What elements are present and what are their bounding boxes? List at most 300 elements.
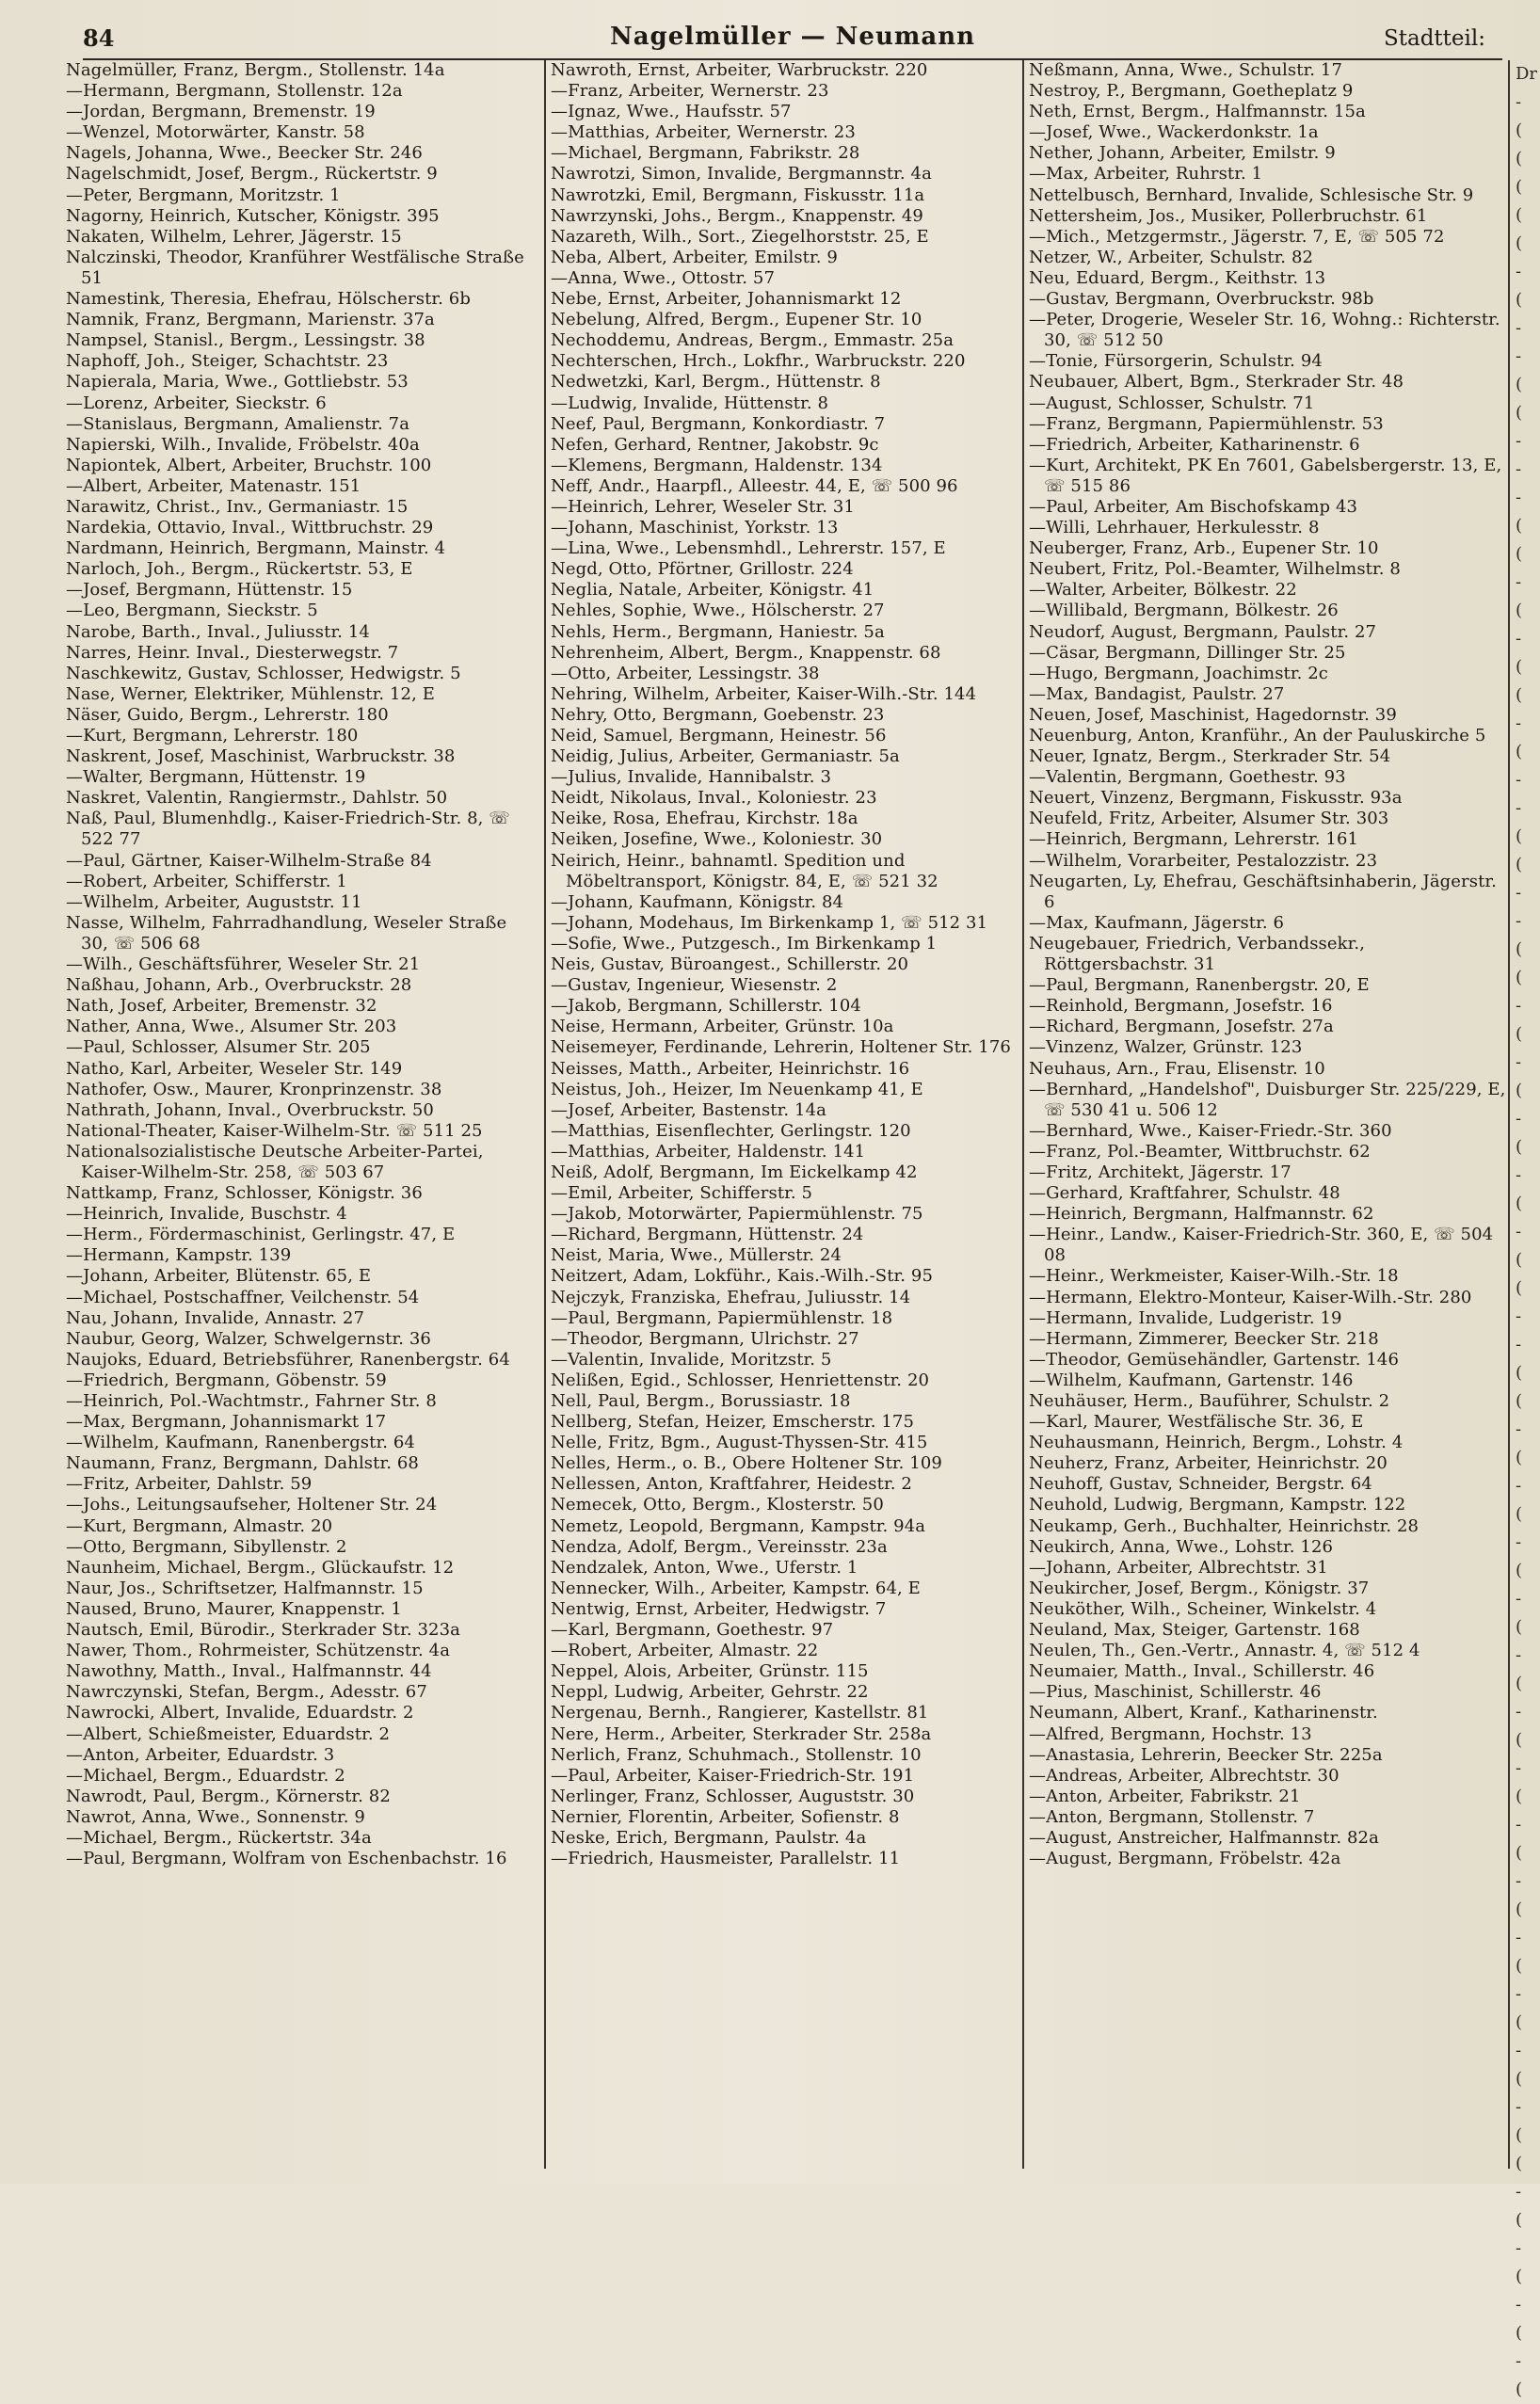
edge-fragment: ( [1516, 403, 1523, 423]
directory-entry: Nathrath, Johann, Inval., Overbruckstr. 50 [66, 1099, 434, 1120]
edge-fragment: - [1516, 770, 1522, 790]
directory-entry: Neuland, Max, Steiger, Gartenstr. 168 [1029, 1620, 1360, 1641]
edge-fragment: - [1516, 2097, 1522, 2117]
directory-entry: Neidt, Nikolaus, Inval., Koloniestr. 23 [551, 788, 877, 809]
directory-column-1 [66, 60, 537, 2184]
directory-column-2 [551, 60, 1012, 2184]
directory-entry: Neudorf, August, Bergmann, Paulstr. 27 [1029, 621, 1377, 642]
edge-fragment: ( [1516, 1617, 1523, 1637]
directory-entry: —Wenzel, Motorwärter, Kanstr. 58 [66, 122, 365, 143]
directory-entry: —Johann, Kaufmann, Königstr. 84 [551, 891, 844, 912]
directory-column-3 [1029, 60, 1509, 2184]
edge-fragment: - [1516, 1702, 1522, 1722]
directory-entry: —Mich., Metzgermstr., Jägerstr. 7, E, ☏ 505 72 [1029, 226, 1445, 247]
directory-entry: Neumaier, Matth., Inval., Schillerstr. 46 [1029, 1661, 1375, 1682]
edge-fragment: ( [1516, 1956, 1523, 1976]
directory-entry: Nerlich, Franz, Schuhmach., Stollenstr. 10 [551, 1744, 922, 1765]
directory-entry: Neuenburg, Anton, Kranführ., An der Pauluskirche 5 [1029, 726, 1486, 745]
directory-entry: —Johann, Maschinist, Yorkstr. 13 [551, 518, 839, 538]
edge-fragment: ( [1516, 939, 1523, 959]
directory-entry: Napiontek, Albert, Arbeiter, Bruchstr. 100 [66, 455, 432, 475]
directory-entry: —Walter, Arbeiter, Bölkestr. 22 [1029, 580, 1297, 601]
edge-fragment: ( [1516, 177, 1523, 197]
directory-entry: Nestroy, P., Bergmann, Goetheplatz 9 [1029, 81, 1354, 102]
directory-entry: Nelles, Herm., o. B., Obere Holtener Str. 109 [551, 1453, 942, 1474]
directory-entry: Naskrent, Josef, Maschinist, Warbruckstr. 38 [66, 746, 456, 767]
edge-fragment: - [1516, 572, 1522, 592]
directory-entry: Neisemeyer, Ferdinande, Lehrerin, Holtener Str. 176 [551, 1037, 1011, 1058]
directory-entry: Namnik, Franz, Bergmann, Marienstr. 37a [66, 310, 435, 330]
edge-fragment: ( [1516, 1278, 1523, 1298]
directory-entry: —Michael, Bergm., Rückertstr. 34a [66, 1827, 372, 1848]
directory-entry: Nardmann, Heinrich, Bergmann, Mainstr. 4 [66, 538, 446, 559]
directory-entry: —Cäsar, Bergmann, Dillinger Str. 25 [1029, 642, 1346, 663]
directory-entry: Nawrot, Anna, Wwe., Sonnenstr. 9 [66, 1806, 365, 1827]
directory-entry: —Paul, Arbeiter, Am Bischofskamp 43 [1029, 496, 1358, 517]
directory-entry: Naßhau, Johann, Arb., Overbruckstr. 28 [66, 975, 412, 996]
directory-entry: Neuhaus, Arn., Frau, Elisenstr. 10 [1029, 1058, 1325, 1079]
directory-entry: Neist, Maria, Wwe., Müllerstr. 24 [551, 1245, 842, 1266]
edge-fragment: ( [1516, 1730, 1523, 1750]
directory-entry: Napierski, Wilh., Invalide, Fröbelstr. 40a [66, 434, 420, 455]
directory-entry: Nath, Josef, Arbeiter, Bremenstr. 32 [66, 996, 377, 1017]
directory-entry: Neiß, Adolf, Bergmann, Im Eickelkamp 42 [551, 1162, 918, 1182]
directory-entry: Nergenau, Bernh., Rangierer, Kastellstr. 81 [551, 1703, 929, 1723]
edge-fragment: - [1516, 2041, 1522, 2060]
directory-entry: Neuhold, Ludwig, Bergmann, Kampstr. 122 [1029, 1495, 1406, 1515]
directory-entry: —Richard, Bergmann, Hüttenstr. 24 [551, 1225, 864, 1245]
directory-entry: —Anton, Bergmann, Stollenstr. 7 [1029, 1806, 1315, 1827]
directory-entry: Nebelung, Alfred, Bergm., Eupener Str. 10 [551, 310, 922, 330]
directory-entry: Neirich, Heinr., bahnamtl. Spedition und Möbeltransport, Königstr. 84, E, ☏ 521 32 [551, 850, 938, 891]
edge-fragment: - [1516, 459, 1522, 479]
directory-entry: Narres, Heinr. Inval., Diesterwegstr. 7 [66, 642, 399, 663]
edge-fragment: ( [1516, 233, 1523, 253]
directory-entry: —Ignaz, Wwe., Haufsstr. 57 [551, 102, 792, 122]
edge-fragment: - [1516, 1928, 1522, 1947]
directory-entry: —Reinhold, Bergmann, Josefstr. 16 [1029, 996, 1333, 1017]
directory-entry: —Robert, Arbeiter, Almastr. 22 [551, 1641, 819, 1661]
directory-entry: National-Theater, Kaiser-Wilhelm-Str. ☏ 511 25 [66, 1120, 483, 1141]
directory-entry: Neukircher, Josef, Bergm., Königstr. 37 [1029, 1578, 1370, 1598]
directory-entry: Neise, Hermann, Arbeiter, Grünstr. 10a [551, 1017, 894, 1037]
directory-entry: Nagorny, Heinrich, Kutscher, Königstr. 395 [66, 205, 440, 226]
directory-entry: Nehrenheim, Albert, Bergm., Knappenstr. 68 [551, 642, 941, 663]
directory-entry: Neu, Eduard, Bergm., Keithstr. 13 [1029, 267, 1326, 288]
edge-fragment: ( [1516, 149, 1523, 168]
directory-entry: —Stanislaus, Bergmann, Amalienstr. 7a [66, 413, 410, 434]
page-number: 84 [83, 24, 115, 52]
directory-entry: —Leo, Bergmann, Sieckstr. 5 [66, 601, 318, 621]
directory-entry: —Max, Kaufmann, Jägerstr. 6 [1029, 912, 1285, 933]
directory-entry: —Otto, Bergmann, Sibyllenstr. 2 [66, 1536, 347, 1557]
directory-entry: Namestink, Theresia, Ehefrau, Hölscherstr. 6b [66, 289, 471, 310]
directory-entry: Nagelschmidt, Josef, Bergm., Rückertstr. 9 [66, 164, 438, 184]
edge-fragment: - [1516, 1532, 1522, 1552]
directory-entry: —Johs., Leitungsaufseher, Holtener Str. 24 [66, 1495, 438, 1515]
directory-entry: Nernier, Florentin, Arbeiter, Sofienstr. 8 [551, 1806, 900, 1827]
edge-fragment: ( [1516, 2125, 1523, 2145]
directory-entry: Napierala, Maria, Wwe., Gottliebstr. 53 [66, 372, 409, 393]
edge-fragment: - [1516, 1758, 1522, 1778]
directory-entry: Neske, Erich, Bergmann, Paulstr. 4a [551, 1827, 867, 1848]
directory-entry: —Karl, Maurer, Westfälische Str. 36, E [1029, 1412, 1364, 1433]
directory-entry: —Andreas, Arbeiter, Albrechtstr. 30 [1029, 1765, 1339, 1786]
directory-entry: —Heinrich, Bergmann, Halfmannstr. 62 [1029, 1204, 1374, 1225]
directory-entry: —Herm., Fördermaschinist, Gerlingstr. 47, E [66, 1225, 456, 1245]
directory-entry: —Heinrich, Invalide, Buschstr. 4 [66, 1204, 347, 1225]
edge-fragment: - [1516, 798, 1522, 818]
edge-fragment: ( [1516, 657, 1523, 677]
directory-entry: Nendza, Adolf, Bergm., Vereinsstr. 23a [551, 1536, 888, 1557]
edge-fragment: ( [1516, 1250, 1523, 1270]
edge-fragment: ( [1516, 2069, 1523, 2089]
directory-entry: Neth, Ernst, Bergm., Halfmannstr. 15a [1029, 102, 1366, 122]
edge-fragment: - [1516, 2295, 1522, 2315]
directory-entry: —Matthias, Arbeiter, Wernerstr. 23 [551, 122, 856, 143]
directory-entry: —Hermann, Elektro-Monteur, Kaiser-Wilh.-Str. 280 [1029, 1287, 1472, 1307]
directory-entry: Neßmann, Anna, Wwe., Schulstr. 17 [1029, 60, 1343, 80]
directory-entry: —Jakob, Bergmann, Schillerstr. 104 [551, 996, 861, 1017]
directory-entry: —Heinrich, Pol.-Wachtmstr., Fahrner Str. 8 [66, 1391, 437, 1411]
directory-entry: Nau, Johann, Invalide, Annastr. 27 [66, 1307, 365, 1328]
directory-entry: Naß, Paul, Blumenhdlg., Kaiser-Friedrich-Str. 8, ☏ 522 77 [66, 809, 510, 850]
directory-entry: Nejczyk, Franziska, Ehefrau, Juliusstr. 14 [551, 1287, 911, 1307]
directory-entry: Neugebauer, Friedrich, Verbandssekr., Röttgersbachstr. 31 [1029, 933, 1366, 975]
directory-entry: —Paul, Bergmann, Wolfram von Eschenbachstr. 16 [66, 1849, 507, 1869]
directory-entry: —Walter, Bergmann, Hüttenstr. 19 [66, 767, 366, 788]
directory-entry: —Anton, Arbeiter, Fabrikstr. 21 [1029, 1786, 1301, 1806]
directory-entry: Nerlinger, Franz, Schlosser, Auguststr. 30 [551, 1786, 915, 1806]
directory-entry: Nase, Werner, Elektriker, Mühlenstr. 12, E [66, 683, 435, 704]
edge-fragment: ( [1516, 2380, 1523, 2399]
edge-fragment: - [1516, 1419, 1522, 1439]
directory-entry: Neppel, Alois, Arbeiter, Grünstr. 115 [551, 1661, 869, 1682]
directory-entry: —Heinrich, Lehrer, Weseler Str. 31 [551, 496, 855, 517]
directory-entry: —Johann, Arbeiter, Blütenstr. 65, E [66, 1266, 372, 1287]
directory-entry: Neppl, Ludwig, Arbeiter, Gehrstr. 22 [551, 1682, 869, 1703]
edge-fragment: - [1516, 1476, 1522, 1496]
directory-entry: —Willibald, Bergmann, Bölkestr. 26 [1029, 601, 1339, 621]
column-rule [1022, 60, 1024, 2169]
directory-entry: Nedwetzki, Karl, Bergm., Hüttenstr. 8 [551, 372, 881, 393]
directory-entry: —Kurt, Bergmann, Lehrerstr. 180 [66, 726, 359, 745]
edge-fragment: ( [1516, 1787, 1523, 1806]
directory-entry: —Jakob, Motorwärter, Papiermühlenstr. 75 [551, 1204, 923, 1225]
directory-entry: Neuen, Josef, Maschinist, Hagedornstr. 39 [1029, 704, 1397, 725]
next-page-edge-fragments [1516, 60, 1540, 2399]
directory-entry: —Valentin, Invalide, Moritzstr. 5 [551, 1349, 832, 1370]
directory-entry: —Jordan, Bergmann, Bremenstr. 19 [66, 102, 376, 122]
directory-entry: Nattkamp, Franz, Schlosser, Königstr. 36 [66, 1183, 423, 1204]
directory-entry: —Fritz, Arbeiter, Dahlstr. 59 [66, 1474, 313, 1495]
directory-entry: —Peter, Bergmann, Moritzstr. 1 [66, 184, 341, 205]
directory-entry: —Michael, Postschaffner, Veilchenstr. 54 [66, 1287, 420, 1307]
directory-entry: Narloch, Joh., Bergm., Rückertstr. 53, E [66, 559, 413, 580]
directory-entry: —Michael, Bergmann, Fabrikstr. 28 [551, 143, 860, 164]
directory-entry: —Theodor, Bergmann, Ulrichstr. 27 [551, 1328, 859, 1349]
directory-entry: Nawroth, Ernst, Arbeiter, Warbruckstr. 220 [551, 60, 928, 80]
edge-fragment: - [1516, 713, 1522, 733]
directory-entry: —Valentin, Bergmann, Goethestr. 93 [1029, 767, 1346, 788]
directory-entry: —Gustav, Ingenieur, Wiesenstr. 2 [551, 975, 838, 996]
directory-entry: —Hermann, Kampstr. 139 [66, 1245, 292, 1266]
directory-entry: Nalczinski, Theodor, Kranführer Westfälische Straße 51 [66, 247, 524, 288]
directory-entry: —Albert, Arbeiter, Matenastr. 151 [66, 475, 361, 496]
directory-entry: Nefen, Gerhard, Rentner, Jakobstr. 9c [551, 434, 879, 455]
directory-entry: —Max, Bergmann, Johannismarkt 17 [66, 1412, 387, 1433]
directory-entry: Nationalsozialistische Deutsche Arbeiter-Partei, Kaiser-Wilhelm-Str. 258, ☏ 503 67 [66, 1141, 484, 1182]
edge-fragment: ( [1516, 1899, 1523, 1919]
edge-fragment: - [1516, 1165, 1522, 1185]
edge-fragment: - [1516, 1052, 1522, 1072]
directory-entry: —Wilh., Geschäftsführer, Weseler Str. 21 [66, 954, 421, 975]
edge-fragment: - [1516, 431, 1522, 451]
directory-entry: —Paul, Schlosser, Alsumer Str. 205 [66, 1037, 371, 1058]
directory-entry: —Willi, Lehrhauer, Herkulesstr. 8 [1029, 518, 1320, 538]
edge-fragment: ( [1516, 855, 1523, 874]
edge-fragment: - [1516, 883, 1522, 903]
edge-fragment: ( [1516, 1448, 1523, 1467]
directory-entry: —Hermann, Bergmann, Stollenstr. 12a [66, 81, 403, 102]
directory-entry: —Heinr., Werkmeister, Kaiser-Wilh.-Str. 18 [1029, 1266, 1399, 1287]
directory-entry: —Anna, Wwe., Ottostr. 57 [551, 267, 775, 288]
directory-entry: Neukamp, Gerh., Buchhalter, Heinrichstr. 28 [1029, 1515, 1420, 1536]
edge-fragment: - [1516, 1109, 1522, 1129]
directory-entry: Neisses, Matth., Arbeiter, Heinrichstr. 16 [551, 1058, 910, 1079]
edge-fragment: ( [1516, 1363, 1523, 1383]
directory-entry: Nardekia, Ottavio, Inval., Wittbruchstr. 29 [66, 518, 434, 538]
edge-fragment: - [1516, 2351, 1522, 2371]
edge-fragment: ( [1516, 516, 1523, 536]
directory-entry: —Bernhard, Wwe., Kaiser-Friedr.-Str. 360 [1029, 1120, 1392, 1141]
directory-entry: —Max, Arbeiter, Ruhrstr. 1 [1029, 164, 1263, 184]
edge-fragment: ( [1516, 1843, 1523, 1863]
directory-entry: Nebe, Ernst, Arbeiter, Johannismarkt 12 [551, 289, 902, 310]
edge-fragment: - [1516, 346, 1522, 366]
directory-entry: Neubert, Fritz, Pol.-Beamter, Wilhelmstr. 8 [1029, 559, 1401, 580]
page-header [83, 17, 1502, 60]
edge-fragment: ( [1516, 2323, 1523, 2343]
directory-entry: Nampsel, Stanisl., Bergm., Lessingstr. 38 [66, 330, 425, 351]
directory-entry: —Heinrich, Bergmann, Lehrerstr. 161 [1029, 829, 1359, 850]
directory-entry: Neiken, Josefine, Wwe., Koloniestr. 30 [551, 829, 883, 850]
directory-entry: —Johann, Arbeiter, Albrechtstr. 31 [1029, 1557, 1328, 1578]
directory-entry: Neuhäuser, Herm., Bauführer, Schulstr. 2 [1029, 1391, 1390, 1411]
directory-entry: —Josef, Bergmann, Hüttenstr. 15 [66, 580, 353, 601]
directory-entry: Nehry, Otto, Bergmann, Goebenstr. 23 [551, 704, 885, 725]
directory-entry: Naskret, Valentin, Rangiermstr., Dahlstr. 50 [66, 788, 448, 809]
directory-entry: Nawrotzi, Simon, Invalide, Bergmannstr. 4a [551, 164, 932, 184]
directory-entry: —Hugo, Bergmann, Joachimstr. 2c [1029, 663, 1328, 683]
directory-entry: Neidig, Julius, Arbeiter, Germaniastr. 5a [551, 746, 900, 767]
directory-entry: —Richard, Bergmann, Josefstr. 27a [1029, 1017, 1334, 1037]
edge-fragment: - [1516, 996, 1522, 1016]
directory-entry: —Gerhard, Kraftfahrer, Schulstr. 48 [1029, 1183, 1340, 1204]
directory-entry: Nakaten, Wilhelm, Lehrer, Jägerstr. 15 [66, 226, 402, 247]
directory-entry: —Peter, Drogerie, Weseler Str. 16, Wohng.: Richterstr. 30, ☏ 512 50 [1029, 310, 1500, 351]
directory-entry: Neis, Gustav, Büroangest., Schillerstr. 20 [551, 954, 909, 975]
edge-fragment: ( [1516, 2154, 1523, 2173]
directory-entry: Nawrzynski, Johs., Bergm., Knappenstr. 49 [551, 205, 923, 226]
directory-entry: —Paul, Arbeiter, Kaiser-Friedrich-Str. 191 [551, 1765, 915, 1786]
directory-entry: Nawrotzki, Emil, Bergmann, Fiskusstr. 11a [551, 184, 925, 205]
directory-entry: Naur, Jos., Schriftsetzer, Halfmannstr. 15 [66, 1578, 424, 1598]
edge-fragment: ( [1516, 2012, 1523, 2032]
edge-fragment: ( [1516, 375, 1523, 394]
directory-entry: Narobe, Barth., Inval., Juliusstr. 14 [66, 621, 370, 642]
directory-entry: Nazareth, Wilh., Sort., Ziegelhorststr. 25, E [551, 226, 929, 247]
directory-entry: —Alfred, Bergmann, Hochstr. 13 [1029, 1723, 1312, 1744]
directory-entry: —Tonie, Fürsorgerin, Schulstr. 94 [1029, 351, 1323, 372]
edge-fragment: ( [1516, 1674, 1523, 1693]
directory-entry: —Michael, Bergm., Eduardstr. 2 [66, 1765, 345, 1786]
directory-entry: Neba, Albert, Arbeiter, Emilstr. 9 [551, 247, 838, 267]
edge-fragment: - [1516, 911, 1522, 931]
directory-entry: Nellessen, Anton, Kraftfahrer, Heidestr. 2 [551, 1474, 912, 1495]
directory-entry: Neulen, Th., Gen.-Vertr., Annastr. 4, ☏ 512 4 [1029, 1641, 1420, 1661]
directory-entry: —Wilhelm, Kaufmann, Ranenbergstr. 64 [66, 1433, 415, 1453]
directory-entry: Neugarten, Ly, Ehefrau, Geschäftsinhaberin, Jägerstr. 6 [1029, 871, 1497, 912]
directory-entry: Naubur, Georg, Walzer, Schwelgernstr. 36 [66, 1328, 431, 1349]
column-rule [544, 60, 546, 2169]
directory-entry: —Hermann, Invalide, Ludgeristr. 19 [1029, 1307, 1342, 1328]
directory-entry: Neuberger, Franz, Arb., Eupener Str. 10 [1029, 538, 1379, 559]
directory-entry: Neubauer, Albert, Bgm., Sterkrader Str. 48 [1029, 372, 1404, 393]
edge-fragment: - [1516, 1335, 1522, 1354]
directory-entry: —Julius, Invalide, Hannibalstr. 3 [551, 767, 832, 788]
directory-entry: Näser, Guido, Bergm., Lehrerstr. 180 [66, 704, 389, 725]
directory-entry: Nemetz, Leopold, Bergmann, Kampstr. 94a [551, 1515, 926, 1536]
edge-fragment: ( [1516, 1081, 1523, 1100]
directory-entry: Nettelbusch, Bernhard, Invalide, Schlesische Str. 9 [1029, 184, 1474, 205]
directory-entry: Nagels, Johanna, Wwe., Beecker Str. 246 [66, 143, 423, 164]
directory-entry: Nechterschen, Hrch., Lokfhr., Warbruckstr. 220 [551, 351, 966, 372]
directory-entry: Nennecker, Wilh., Arbeiter, Kampstr. 64, E [551, 1578, 921, 1598]
directory-entry: —Theodor, Gemüsehändler, Gartenstr. 146 [1029, 1349, 1400, 1370]
edge-fragment: - [1516, 1871, 1522, 1891]
directory-entry: —Sofie, Wwe., Putzgesch., Im Birkenkamp 1 [551, 933, 938, 954]
edge-fragment: ( [1516, 685, 1523, 705]
directory-entry: Naused, Bruno, Maurer, Knappenstr. 1 [66, 1598, 402, 1619]
directory-entry: —Wilhelm, Kaufmann, Gartenstr. 146 [1029, 1370, 1354, 1390]
edge-fragment: - [1516, 92, 1522, 112]
directory-entry: —Albert, Schießmeister, Eduardstr. 2 [66, 1723, 391, 1744]
directory-entry: —Johann, Modehaus, Im Birkenkamp 1, ☏ 512 31 [551, 912, 988, 933]
directory-entry: —Kurt, Bergmann, Almastr. 20 [66, 1515, 333, 1536]
edge-fragment: - [1516, 1645, 1522, 1665]
edge-fragment: - [1516, 2182, 1522, 2202]
directory-entry: Nendzalek, Anton, Wwe., Uferstr. 1 [551, 1557, 858, 1578]
directory-entry: Naphoff, Joh., Steiger, Schachtstr. 23 [66, 351, 389, 372]
directory-entry: —Otto, Arbeiter, Lessingstr. 38 [551, 663, 820, 683]
directory-entry: Nemecek, Otto, Bergm., Klosterstr. 50 [551, 1495, 884, 1515]
directory-entry: Neike, Rosa, Ehefrau, Kirchstr. 18a [551, 809, 858, 829]
directory-entry: —Hermann, Zimmerer, Beecker Str. 218 [1029, 1328, 1379, 1349]
edge-fragment: ( [1516, 120, 1523, 140]
directory-entry: Nether, Johann, Arbeiter, Emilstr. 9 [1029, 143, 1336, 164]
edge-fragment: ( [1516, 1137, 1523, 1157]
edge-fragment: - [1516, 1306, 1522, 1326]
directory-entry: Natho, Karl, Arbeiter, Weseler Str. 149 [66, 1058, 403, 1079]
directory-entry: Nagelmüller, Franz, Bergm., Stollenstr. 14a [66, 60, 445, 80]
directory-entry: —Bernhard, „Handelshof", Duisburger Str. 225/229, E, ☏ 530 41 u. 506 12 [1029, 1079, 1506, 1120]
directory-entry: —Heinr., Landw., Kaiser-Friedrich-Str. 360, E, ☏ 504 08 [1029, 1225, 1494, 1266]
directory-entry: —Josef, Arbeiter, Bastenstr. 14a [551, 1099, 826, 1120]
directory-entry: Nawothny, Matth., Inval., Halfmannstr. 44 [66, 1661, 432, 1682]
directory-entry: Neistus, Joh., Heizer, Im Neuenkamp 41, E [551, 1079, 923, 1099]
edge-fragment: ( [1516, 1561, 1523, 1580]
directory-entry: —Wilhelm, Arbeiter, Auguststr. 11 [66, 891, 362, 912]
edge-fragment: - [1516, 488, 1522, 507]
edge-fragment: ( [1516, 1024, 1523, 1044]
directory-entry: —Franz, Bergmann, Papiermühlenstr. 53 [1029, 413, 1384, 434]
directory-entry: Neuert, Vinzenz, Bergmann, Fiskusstr. 93a [1029, 788, 1403, 809]
directory-entry: Netzer, W., Arbeiter, Schulstr. 82 [1029, 247, 1314, 267]
directory-entry: —August, Anstreicher, Halfmannstr. 82a [1029, 1827, 1379, 1848]
edge-fragment: - [1516, 262, 1522, 281]
directory-entry: Negd, Otto, Pförtner, Grillostr. 224 [551, 559, 854, 580]
edge-fragment: Dr [1516, 64, 1538, 84]
directory-entry: Neufeld, Fritz, Arbeiter, Alsumer Str. 303 [1029, 809, 1389, 829]
directory-entry: Nelißen, Egid., Schlosser, Henriettenstr. 20 [551, 1370, 930, 1390]
directory-entry: —Lina, Wwe., Lebensmhdl., Lehrerstr. 157, E [551, 538, 946, 559]
directory-entry: —Fritz, Architekt, Jägerstr. 17 [1029, 1162, 1291, 1182]
directory-entry: —August, Bergmann, Fröbelstr. 42a [1029, 1849, 1341, 1869]
directory-entry: —Franz, Pol.-Beamter, Wittbruchstr. 62 [1029, 1141, 1371, 1162]
directory-entry: Nasse, Wilhelm, Fahrradhandlung, Weseler Straße 30, ☏ 506 68 [66, 912, 507, 954]
directory-entry: —Anastasia, Lehrerin, Beecker Str. 225a [1029, 1744, 1383, 1765]
directory-entry: —Lorenz, Arbeiter, Sieckstr. 6 [66, 393, 327, 413]
directory-entry: Nellberg, Stefan, Heizer, Emscherstr. 175 [551, 1412, 914, 1433]
edge-fragment: - [1516, 318, 1522, 338]
directory-entry: Nawrodt, Paul, Bergm., Körnerstr. 82 [66, 1786, 391, 1806]
directory-entry: Neuhoff, Gustav, Schneider, Bergstr. 64 [1029, 1474, 1372, 1495]
directory-entry: Nather, Anna, Wwe., Alsumer Str. 203 [66, 1017, 397, 1037]
edge-fragment: ( [1516, 742, 1523, 761]
edge-fragment: ( [1516, 1194, 1523, 1213]
running-head: Nagelmüller — Neumann [609, 23, 976, 51]
directory-entry: —Matthias, Eisenflechter, Gerlingstr. 120 [551, 1120, 911, 1141]
directory-entry: —Max, Bandagist, Paulstr. 27 [1029, 683, 1285, 704]
edge-fragment: - [1516, 1222, 1522, 1242]
edge-fragment: ( [1516, 2210, 1523, 2230]
directory-entry: —Emil, Arbeiter, Schifferstr. 5 [551, 1183, 813, 1204]
edge-fragment: ( [1516, 1504, 1523, 1524]
edge-fragment: ( [1516, 2267, 1523, 2286]
directory-entry: Neumann, Albert, Kranf., Katharinenstr. [1029, 1703, 1378, 1723]
directory-entry: Naschkewitz, Gustav, Schlosser, Hedwigstr. 5 [66, 663, 461, 683]
directory-entry: —Friedrich, Hausmeister, Parallelstr. 11 [551, 1849, 901, 1869]
directory-entry: Nentwig, Ernst, Arbeiter, Hedwigstr. 7 [551, 1598, 887, 1619]
directory-entry: Nawer, Thom., Rohrmeister, Schützenstr. 4a [66, 1641, 451, 1661]
directory-entry: Neglia, Natale, Arbeiter, Königstr. 41 [551, 580, 874, 601]
directory-entry: Nawrczynski, Stefan, Bergm., Adesstr. 67 [66, 1682, 427, 1703]
directory-entry: —Matthias, Arbeiter, Haldenstr. 141 [551, 1141, 866, 1162]
directory-entry: Neid, Samuel, Bergmann, Heinestr. 56 [551, 726, 887, 745]
directory-entry: Nehles, Sophie, Wwe., Hölscherstr. 27 [551, 601, 885, 621]
directory-entry: Naunheim, Michael, Bergm., Glückaufstr. 12 [66, 1557, 455, 1578]
directory-entry: Nechoddemu, Andreas, Bergm., Emmastr. 25a [551, 330, 954, 351]
directory-entry: —Anton, Arbeiter, Eduardstr. 3 [66, 1744, 335, 1765]
edge-fragment: ( [1516, 205, 1523, 225]
directory-entry: —Josef, Wwe., Wackerdonkstr. 1a [1029, 122, 1319, 143]
directory-entry: —Paul, Bergmann, Papiermühlenstr. 18 [551, 1307, 893, 1328]
directory-entry: —Pius, Maschinist, Schillerstr. 46 [1029, 1682, 1322, 1703]
directory-entry: Naujoks, Eduard, Betriebsführer, Ranenbergstr. 64 [66, 1349, 510, 1370]
directory-entry: Nawrocki, Albert, Invalide, Eduardstr. 2 [66, 1703, 414, 1723]
directory-entry: Nere, Herm., Arbeiter, Sterkrader Str. 258a [551, 1723, 932, 1744]
